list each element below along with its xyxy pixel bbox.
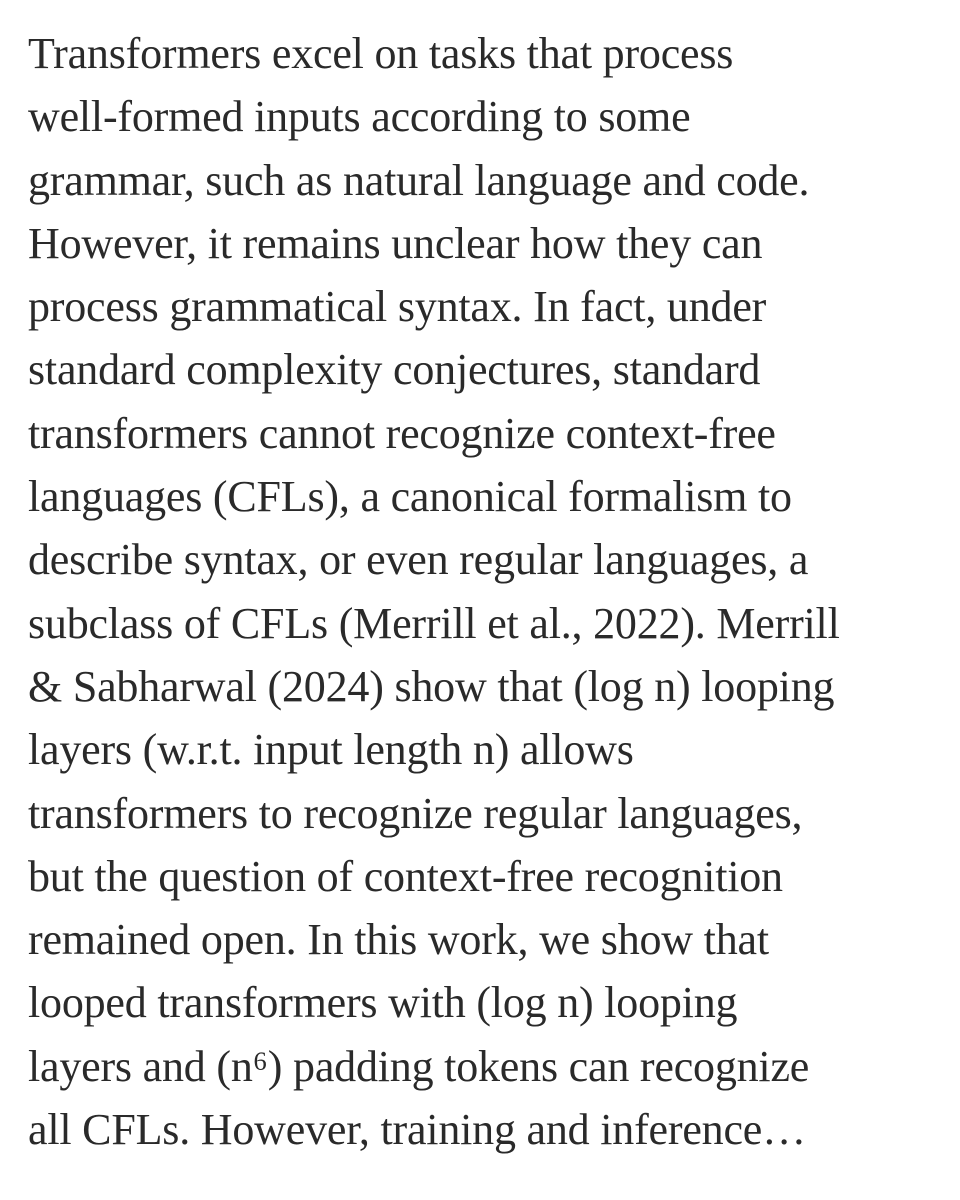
abstract-line-15: remained open. In this work, we show that — [28, 915, 769, 965]
abstract-line-12: layers (w.r.t. input length n) allows — [28, 725, 634, 775]
abstract-line-18: all CFLs. However, training and inference… — [28, 1105, 806, 1155]
abstract-line-10: subclass of CFLs (Merrill et al., 2022). Merrill — [28, 598, 840, 648]
abstract-paragraph — [28, 22, 934, 1161]
abstract-line-2: well-formed inputs according to some — [28, 92, 691, 142]
abstract-line-8: languages (CFLs), a canonical formalism to — [28, 472, 792, 522]
abstract-line-1: Transformers excel on tasks that process — [28, 29, 734, 78]
abstract-line-3: grammar, such as natural language and code. — [28, 155, 810, 205]
abstract-line-9: describe syntax, or even regular languages, a — [28, 535, 809, 585]
abstract-line-11: & Sabharwal (2024) show that (log n) looping — [28, 661, 835, 711]
abstract-line-5: process grammatical syntax. In fact, under — [28, 282, 767, 332]
abstract-line-17: layers and (n⁶) padding tokens can recognize — [28, 1041, 810, 1091]
abstract-line-13: transformers to recognize regular languages, — [28, 788, 803, 838]
abstract-line-14: but the question of context-free recognition — [28, 851, 783, 901]
abstract-line-4: However, it remains unclear how they can — [28, 218, 763, 268]
abstract-line-6: standard complexity conjectures, standard — [28, 345, 761, 395]
abstract-line-7: transformers cannot recognize context-free — [28, 408, 776, 458]
abstract-line-16: looped transformers with (log n) looping — [28, 978, 738, 1028]
